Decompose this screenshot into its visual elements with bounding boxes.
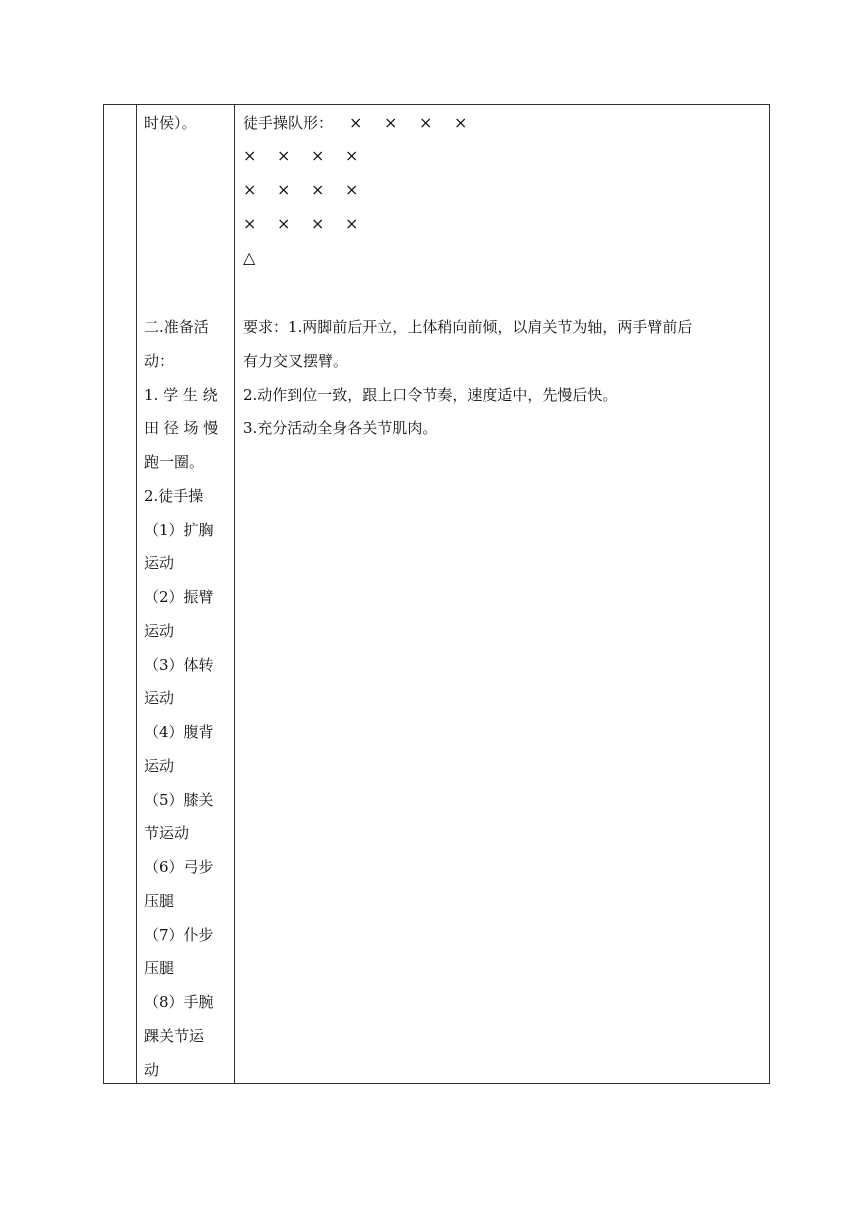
teacher-position-row — [243, 248, 277, 268]
student-mark: × — [277, 214, 291, 233]
student-mark: × — [311, 146, 325, 165]
student-mark: × — [349, 113, 363, 132]
student-mark: × — [311, 214, 325, 233]
requirement-line: 3.充分活动全身各关节肌肉。 — [243, 419, 438, 437]
student-mark: × — [243, 180, 257, 199]
student-mark: × — [384, 113, 398, 132]
student-mark: × — [243, 146, 257, 165]
requirement-line: 有力交叉摆臂。 — [243, 352, 349, 370]
requirement-line: 要求：1.两脚前后开立，上体稍向前倾，以肩关节为轴，两手臂前后 — [243, 318, 693, 336]
student-mark: × — [243, 214, 257, 233]
activity-line: （6）弓步 — [144, 858, 214, 876]
activity-line: 运动 — [144, 554, 175, 572]
activity-line: 田 径 场 慢 — [144, 419, 219, 437]
activity-line: 跑一圈。 — [144, 453, 205, 471]
requirement-line: 2.动作到位一致，跟上口令节奏，速度适中，先慢后快。 — [243, 386, 618, 404]
activity-line: 时侯）。 — [144, 114, 197, 132]
activity-line: 踝关节运 — [144, 1027, 205, 1045]
teacher-triangle-icon: △ — [243, 248, 256, 267]
activity-line: （2）振臂 — [144, 588, 214, 606]
formation-row — [243, 146, 379, 166]
student-mark: × — [419, 113, 433, 132]
column-divider-2 — [234, 105, 235, 1083]
activity-line: 二.准备活 — [144, 318, 209, 336]
activity-line: 运动 — [144, 622, 175, 640]
formation-row — [243, 214, 379, 234]
activity-line: （7）仆步 — [144, 926, 214, 944]
formation-row — [243, 180, 379, 200]
student-mark: × — [345, 180, 359, 199]
student-mark: × — [277, 180, 291, 199]
activity-line: 动： — [144, 352, 175, 370]
student-mark: × — [454, 113, 468, 132]
activity-line: 运动 — [144, 689, 175, 707]
activity-line: 2.徒手操 — [144, 487, 204, 505]
activity-line: （4）腹背 — [144, 723, 214, 741]
activity-line: （5）膝关 — [144, 791, 214, 809]
student-mark: × — [345, 214, 359, 233]
lesson-plan-table — [103, 104, 770, 1084]
formation-label: 徒手操队形： — [243, 114, 334, 132]
activity-line: （8）手腕 — [144, 993, 214, 1011]
activity-line: （3）体转 — [144, 656, 214, 674]
activity-line: 动 — [144, 1061, 160, 1079]
column-divider-1 — [136, 105, 137, 1083]
student-mark: × — [345, 146, 359, 165]
activity-line: 运动 — [144, 757, 175, 775]
student-mark: × — [311, 180, 325, 199]
activity-line: 压腿 — [144, 892, 175, 910]
student-mark: × — [277, 146, 291, 165]
activity-line: 压腿 — [144, 959, 175, 977]
activity-line: 1. 学 生 绕 — [144, 386, 218, 404]
activity-line: （1）扩胸 — [144, 521, 214, 539]
activity-line: 节运动 — [144, 824, 190, 842]
formation-row — [349, 113, 489, 133]
